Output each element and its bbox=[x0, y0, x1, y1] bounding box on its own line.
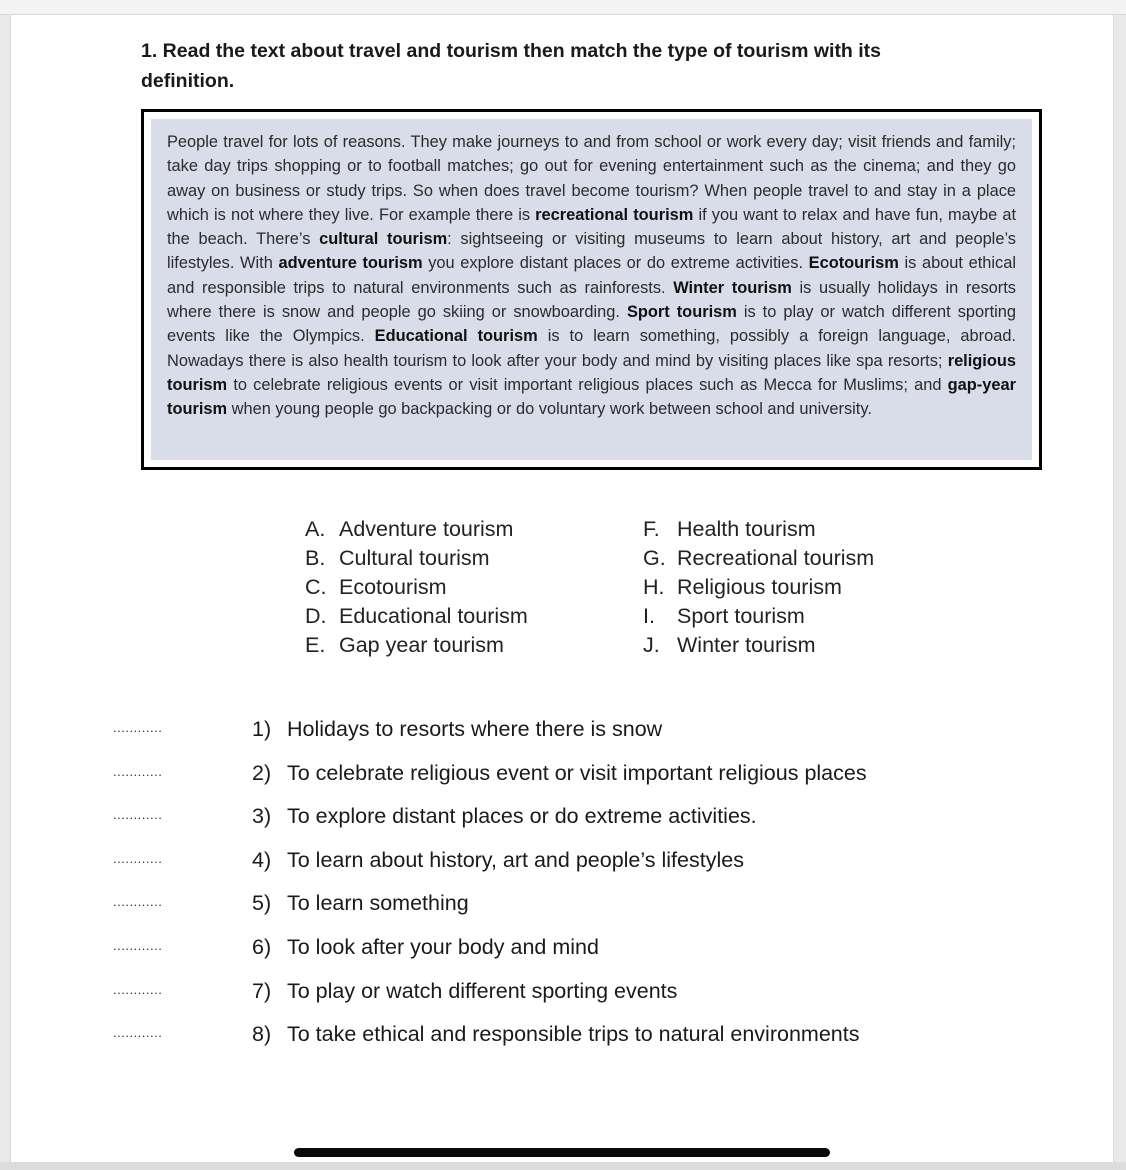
option-letter: D. bbox=[305, 604, 327, 628]
question-text: To look after your body and mind bbox=[287, 934, 599, 959]
answer-blank[interactable]: ............ bbox=[113, 981, 163, 997]
passage-text: is to play or watch different sporting events like the Olympics. bbox=[167, 303, 1017, 346]
passage-text: : sightseeing or visiting museums to learn about history, art and people’s lifestyles. With bbox=[167, 230, 1016, 273]
viewer-bottom-bar bbox=[0, 1162, 1126, 1170]
tourism-term: cultural tourism bbox=[319, 230, 448, 249]
option-label: Educational tourism bbox=[339, 604, 528, 628]
option-item bbox=[643, 602, 874, 631]
option-label: Adventure tourism bbox=[339, 517, 514, 541]
option-label: Health tourism bbox=[677, 517, 816, 541]
option-letter: C. bbox=[305, 575, 327, 599]
option-letter: A. bbox=[305, 517, 326, 541]
tourism-term: Sport tourism bbox=[626, 303, 737, 322]
option-item bbox=[643, 515, 874, 544]
home-indicator-bar[interactable] bbox=[294, 1148, 830, 1157]
option-item bbox=[643, 573, 874, 602]
option-label: Ecotourism bbox=[339, 575, 447, 599]
option-item bbox=[305, 631, 528, 660]
tourism-term: religious tourism bbox=[167, 351, 1016, 394]
options-column-right bbox=[643, 515, 874, 660]
question-text: Holidays to resorts where there is snow bbox=[287, 717, 663, 741]
answer-blank[interactable]: ............ bbox=[113, 894, 163, 910]
question-row bbox=[11, 932, 1113, 976]
option-letter: I. bbox=[643, 604, 655, 628]
question-row bbox=[11, 758, 1113, 802]
question-number: 3) bbox=[252, 804, 272, 829]
answer-blank[interactable]: ............ bbox=[113, 1025, 163, 1041]
passage-text: is about ethical and responsible trips to natural environments such as rainforests. bbox=[167, 254, 1016, 297]
question-text: To celebrate religious event or visit important religious places bbox=[287, 760, 867, 785]
passage-text: when young people go backpacking or do voluntary work between school and university. bbox=[227, 400, 872, 419]
question-row bbox=[11, 801, 1113, 845]
question-row bbox=[11, 888, 1113, 932]
question-row bbox=[11, 845, 1113, 889]
question-row bbox=[11, 714, 1113, 758]
passage-text: you explore distant places or do extreme activities. bbox=[422, 254, 809, 273]
answer-blank[interactable]: ............ bbox=[113, 720, 163, 735]
question-number: 1) bbox=[252, 717, 272, 741]
option-label: Winter tourism bbox=[677, 633, 816, 657]
tourism-term: Winter tourism bbox=[673, 278, 792, 297]
answer-blank[interactable]: ............ bbox=[113, 807, 163, 823]
document-page[interactable] bbox=[10, 15, 1114, 1162]
reading-passage bbox=[151, 119, 1032, 460]
passage-text: if you want to relax and have fun, maybe at the beach. There’s bbox=[167, 205, 1016, 249]
option-label: Recreational tourism bbox=[677, 546, 875, 570]
option-label: Gap year tourism bbox=[339, 633, 504, 657]
option-label: Sport tourism bbox=[677, 604, 805, 628]
option-item bbox=[643, 631, 874, 660]
tourism-term: Educational tourism bbox=[374, 327, 538, 346]
option-item bbox=[305, 602, 528, 631]
passage-text: is usually holidays in resorts where there is snow and people go skiing or snowboarding. bbox=[167, 278, 1016, 322]
question-number: 5) bbox=[252, 891, 272, 916]
question-text: To learn something bbox=[287, 891, 469, 916]
question-row bbox=[11, 976, 1113, 1020]
question-text: To take ethical and responsible trips to natural environments bbox=[287, 1022, 860, 1047]
option-letter: H. bbox=[643, 575, 665, 599]
viewer-top-bar bbox=[0, 0, 1126, 15]
question-row bbox=[11, 1019, 1113, 1063]
option-label: Religious tourism bbox=[677, 575, 842, 599]
answer-blank[interactable]: ............ bbox=[113, 937, 163, 953]
passage-text: to celebrate religious events or visit important religious places such as Mecca for Muslims; and bbox=[227, 375, 948, 394]
option-letter: B. bbox=[305, 546, 326, 570]
passage-text: People travel for lots of reasons. They make journeys to and from school or work every day; visit friends and family; take day trips shopping or to football matches; go out for evening entertainment such as the cinema; and they go away on business or study trips. So when does travel become tourism? When people travel to and stay in a place which is not where they live. For example there is bbox=[167, 133, 1016, 224]
options-column-left bbox=[305, 515, 528, 660]
tourism-term: gap-year tourism bbox=[167, 375, 1016, 419]
question-number: 4) bbox=[252, 847, 272, 872]
question-number: 2) bbox=[252, 760, 272, 785]
option-letter: E. bbox=[305, 633, 326, 657]
option-item bbox=[305, 573, 528, 602]
option-letter: G. bbox=[643, 546, 666, 570]
question-number: 8) bbox=[252, 1022, 272, 1047]
reading-text-box bbox=[141, 109, 1042, 470]
option-letter: F. bbox=[643, 517, 660, 541]
question-list bbox=[11, 714, 1113, 1063]
question-text: To explore distant places or do extreme activities. bbox=[287, 804, 757, 829]
question-text: To play or watch different sporting events bbox=[287, 978, 678, 1003]
question-number: 6) bbox=[252, 934, 272, 959]
tourism-term: adventure tourism bbox=[278, 254, 423, 273]
question-text: To learn about history, art and people’s lifestyles bbox=[287, 847, 744, 872]
option-item bbox=[643, 544, 874, 573]
option-label: Cultural tourism bbox=[339, 546, 490, 570]
option-item bbox=[305, 515, 528, 544]
option-letter: J. bbox=[643, 633, 660, 657]
option-item bbox=[305, 544, 528, 573]
tourism-term: Ecotourism bbox=[808, 254, 899, 273]
answer-blank[interactable]: ............ bbox=[113, 850, 163, 866]
answer-blank[interactable]: ............ bbox=[113, 763, 163, 779]
passage-text: is to learn something, possibly a foreign language, abroad. Nowadays there is also health tourism to look after your body and mind by visiting places like spa resorts; bbox=[167, 327, 1016, 370]
question-number: 7) bbox=[252, 978, 272, 1003]
tourism-term: recreational tourism bbox=[535, 205, 694, 224]
exercise-heading: 1. Read the text about travel and tourism then match the type of tourism with its definition. bbox=[141, 40, 882, 92]
